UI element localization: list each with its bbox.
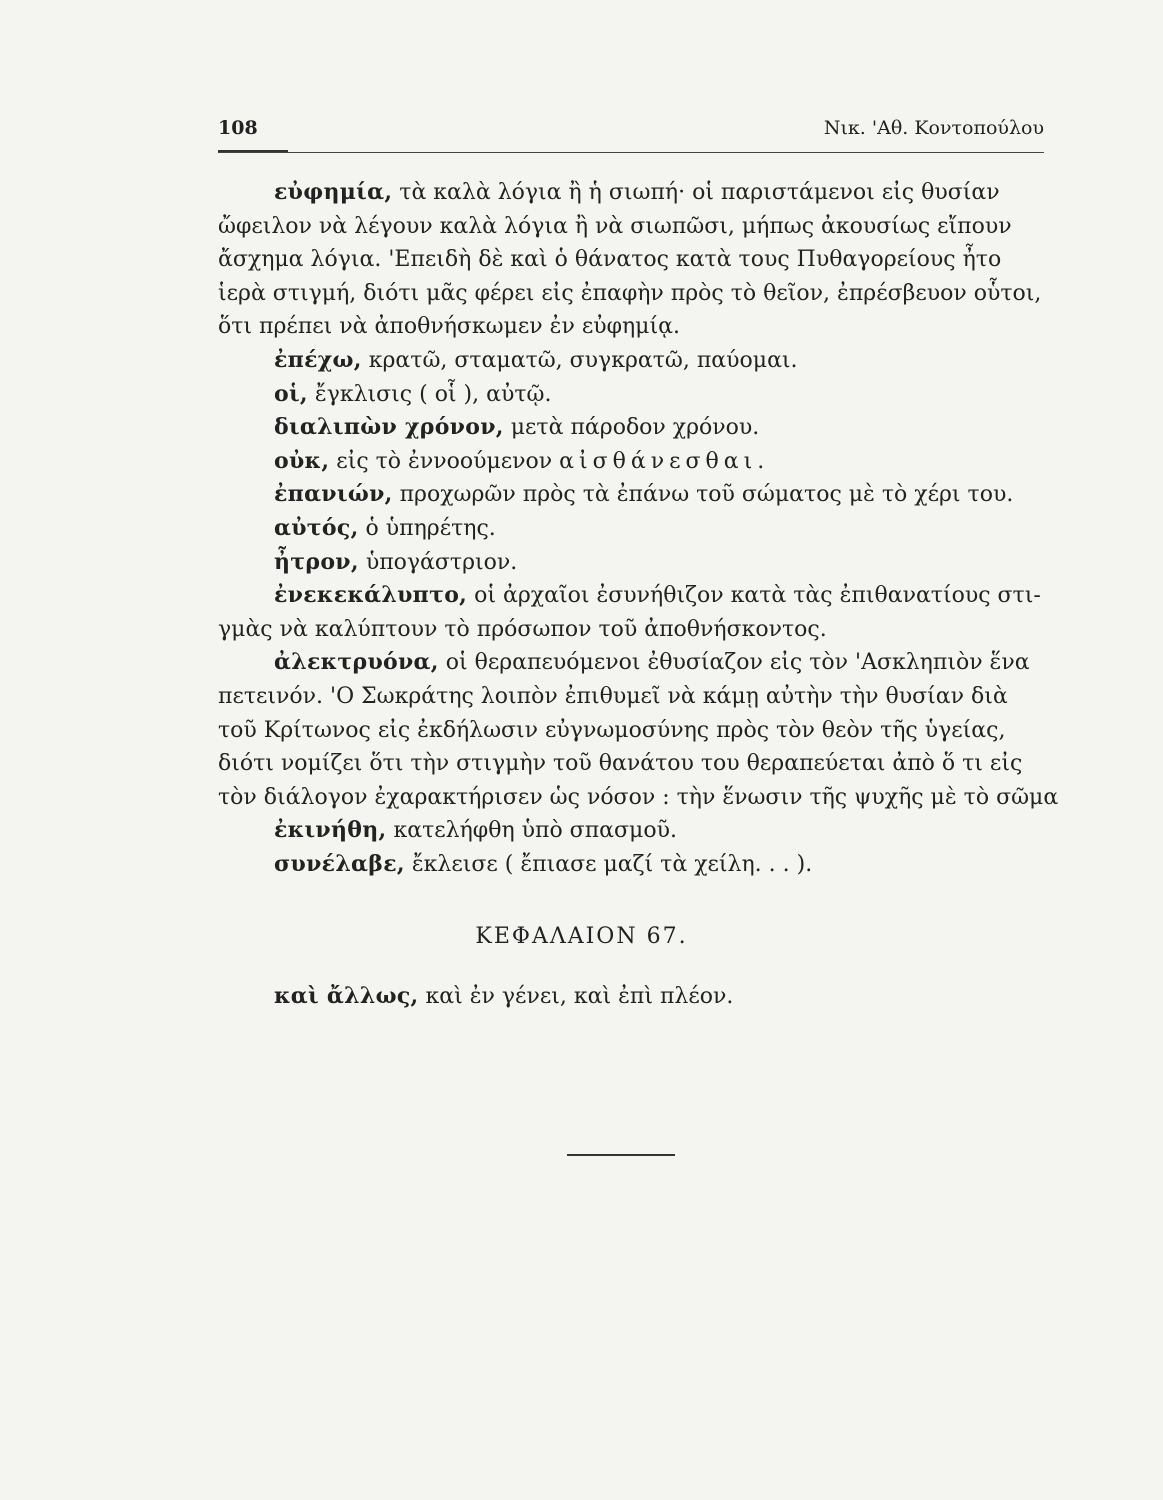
glossary-term: αὐτός, [274,514,359,541]
glossary-line [218,848,1044,882]
glossary-line [218,546,1044,580]
glossary-term: ἀλεκτρυόνα, [274,649,439,676]
glossary-body [218,176,1059,881]
spaced-word: αἰσθάνεσθαι. [559,448,770,474]
glossary-term: ἦτρον, [274,548,359,575]
page-number: 108 [218,117,258,139]
glossary-line: ὅτι πρέπει νὰ ἀποθνήσκωμεν ἐν εὐφημίᾳ. [218,314,680,340]
glossary-line [218,579,1044,613]
glossary-line [218,478,1044,512]
glossary-term: καὶ ἄλλως, [274,983,419,1009]
glossary-term: συνέλαβε, [274,850,405,877]
running-head: Νικ. 'Αθ. Κοντοπούλου [823,117,1044,139]
glossary-term: ἐπανιών, [274,481,393,508]
glossary-line: ὤφειλον νὰ λέγουν καλὰ λόγια ἢ νὰ σιωπῶσι, μήπως ἀκουσίως εἴπουν [218,213,1012,239]
glossary-term: οἱ, [274,380,308,407]
glossary-line [218,646,1044,680]
glossary-text: οἱ ἀρχαῖοι ἐσυνήθιζον κατὰ τὰς ἐπιθανατίους στι- [467,583,1041,609]
glossary-line [218,445,1044,479]
glossary-text: μετὰ πάροδον χρόνου. [503,415,760,441]
glossary-line [218,411,1044,445]
end-rule [567,1154,675,1156]
glossary-text: ὁ ὑπηρέτης. [358,515,496,541]
glossary-line [218,378,1044,412]
page-header [218,117,1044,147]
glossary-text: εἰς τὸ ἐννοούμενον [329,448,553,474]
glossary-text: κατελήφθη ὑπὸ σπασμοῦ. [386,818,677,844]
glossary-term: οὐκ, [274,447,330,474]
glossary-text: κρατῶ, σταματῶ, συγκρατῶ, παύομαι. [361,347,798,373]
glossary-line: τὸν διάλογον ἐχαρακτήρισεν ὡς νόσον : τὴν ἕνωσιν τῆς ψυχῆς μὲ τὸ σῶμα [218,784,1059,810]
glossary-line: γμὰς νὰ καλύπτουν τὸ πρόσωπον τοῦ ἀποθνήσκοντος. [218,616,827,642]
chapter-heading: ΚΕΦΑΛΑΙΟΝ 67. [475,924,688,949]
glossary-line: πετεινόν. 'Ο Σωκράτης λοιπὸν ἐπιθυμεῖ νὰ κάμῃ αὐτὴν τὴν θυσίαν διὰ [218,683,1008,709]
glossary-line [218,176,1044,210]
glossary-line [218,344,1044,378]
glossary-line: ἱερὰ στιγμή, διότι μᾶς φέρει εἰς ἐπαφὴν πρὸς τὸ θεῖον, ἐπρέσβευον οὗτοι, [218,280,1042,306]
glossary-text: προχωρῶν πρὸς τὰ ἐπάνω τοῦ σώματος μὲ τὸ χέρι του. [392,482,1014,508]
glossary-term: εὐφημία, [274,179,393,205]
glossary-term: ἐκινήθη, [274,817,387,844]
glossary-term: διαλιπὼν χρόνον, [274,414,504,441]
glossary-text: ὑπογάστριον. [358,549,518,575]
glossary-text: οἱ θεραπευόμενοι ἐθυσίαζον εἰς τὸν 'Ασκληπιὸν ἕνα [438,650,1030,676]
glossary-line [218,814,1044,848]
glossary-term: ἐνεκεκάλυπτο, [274,582,468,609]
glossary-text: ἔκλεισε ( ἔπιασε μαζί τὰ χείλη. . . ). [404,851,813,877]
glossary-text: καὶ ἐν γένει, καὶ ἐπὶ πλέον. [418,984,734,1009]
glossary-text: ἔγκλισις ( οἷ ), αὐτῷ. [307,381,552,407]
glossary-line [218,512,1044,546]
glossary-line: ἄσχημα λόγια. 'Επειδὴ δὲ καὶ ὁ θάνατος κατὰ τους Πυθαγορείους ἦτο [218,247,1002,273]
glossary-line [274,983,733,1009]
header-rule [218,152,1044,153]
glossary-line: τοῦ Κρίτωνος εἰς ἐκδήλωσιν εὐγνωμοσύνης πρὸς τὸν θεὸν τῆς ὑγείας, [218,717,1006,743]
glossary-text: τὰ καλὰ λόγια ἢ ἡ σιωπή· οἱ παριστάμενοι εἰς θυσίαν [392,180,1000,205]
glossary-term: ἐπέχω, [274,346,362,373]
glossary-line: διότι νομίζει ὅτι τὴν στιγμὴν τοῦ θανάτου του θεραπεύεται ἀπὸ ὅ τι εἰς [218,751,1023,777]
